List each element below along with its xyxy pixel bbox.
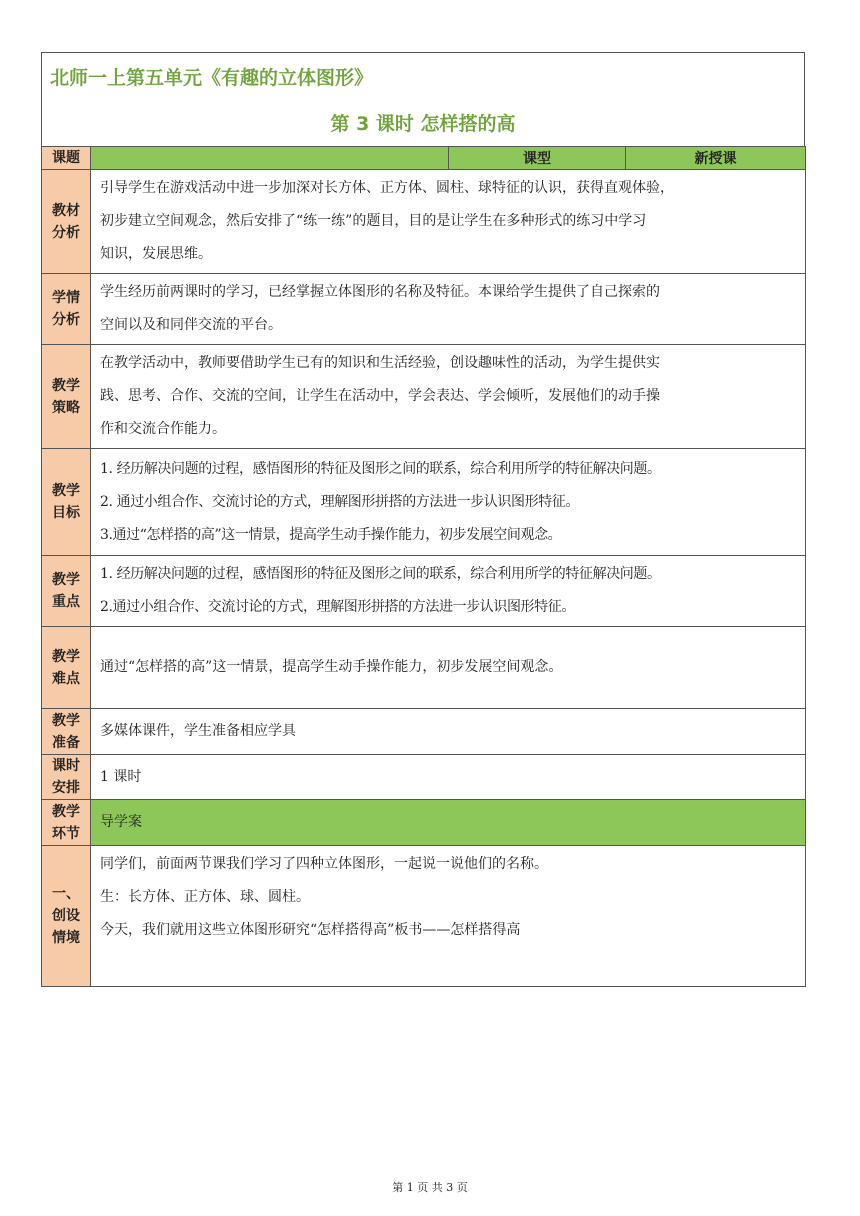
row-content: 在教学活动中，教师要借助学生已有的知识和生活经验，创设趣味性的活动，为学生提供实 践、思考、合作、交流的空间，让学生在活动中，学会表达、学会倾听，发展他们的动手操 作和交流合作能力。 (91, 345, 806, 449)
topic-label: 课题 (42, 147, 91, 170)
row-content: 多媒体课件，学生准备相应学具 (91, 709, 806, 755)
table-row (42, 170, 806, 274)
table-row (42, 274, 806, 345)
topic-value (91, 147, 449, 170)
row-label: 教学 环节 (42, 800, 91, 846)
row-label: 教材 分析 (42, 170, 91, 274)
row-label: 教学 目标 (42, 449, 91, 556)
lesson-type-value: 新授课 (626, 147, 806, 170)
lesson-type-label: 课型 (449, 147, 626, 170)
row-content: 通过“怎样搭的高”这一情景，提高学生动手操作能力，初步发展空间观念。 (91, 627, 806, 709)
row-label: 课时 安排 (42, 755, 91, 800)
page-footer: 第 1 页 共 3 页 (392, 1181, 468, 1194)
table-row (42, 449, 806, 556)
table-row (42, 755, 806, 800)
row-content: 同学们，前面两节课我们学习了四种立体图形，一起说一说他们的名称。 生：长方体、正方体、球、圆柱。 今天，我们就用这些立体图形研究“怎样搭得高”板书——怎样搭得高 (91, 846, 806, 987)
row-content: 导学案 (91, 800, 806, 846)
row-content: 1. 经历解决问题的过程，感悟图形的特征及图形之间的联系，综合利用所学的特征解决问题。 2.通过小组合作、交流讨论的方式，理解图形拼搭的方法进一步认识图形特征。 (91, 556, 806, 627)
row-label: 教学 重点 (42, 556, 91, 627)
lesson-subtitle: 第 3 课时 怎样搭的高 (330, 113, 516, 135)
row-content: 1 课时 (91, 755, 806, 800)
table-row (42, 627, 806, 709)
row-content: 1. 经历解决问题的过程，感悟图形的特征及图形之间的联系，综合利用所学的特征解决问题。 2. 通过小组合作、交流讨论的方式，理解图形拼搭的方法进一步认识图形特征。 3.通过“怎样搭的高”这一情景，提高学生动手操作能力，初步发展空间观念。 (91, 449, 806, 556)
row-label: 教学 策略 (42, 345, 91, 449)
table-row (42, 556, 806, 627)
row-label: 教学 难点 (42, 627, 91, 709)
row-label: 一、 创设 情境 (42, 846, 91, 987)
topic-row (42, 147, 806, 170)
row-label: 学情 分析 (42, 274, 91, 345)
title-block (41, 52, 805, 146)
lesson-plan-document (41, 52, 805, 987)
document-title: 北师一上第五单元《有趣的立体图形》 (50, 67, 374, 89)
table-row (42, 709, 806, 755)
row-content: 学生经历前两课时的学习，已经掌握立体图形的名称及特征。本课给学生提供了自己探索的 空间以及和同伴交流的平台。 (91, 274, 806, 345)
row-label: 教学 准备 (42, 709, 91, 755)
table-row (42, 846, 806, 987)
lesson-plan-table (41, 146, 806, 987)
row-content: 引导学生在游戏活动中进一步加深对长方体、正方体、圆柱、球特征的认识，获得直观体验， 初步建立空间观念，然后安排了“练一练”的题目，目的是让学生在多种形式的练习中学习 知识，发展思维。 (91, 170, 806, 274)
table-row (42, 345, 806, 449)
table-row (42, 800, 806, 846)
